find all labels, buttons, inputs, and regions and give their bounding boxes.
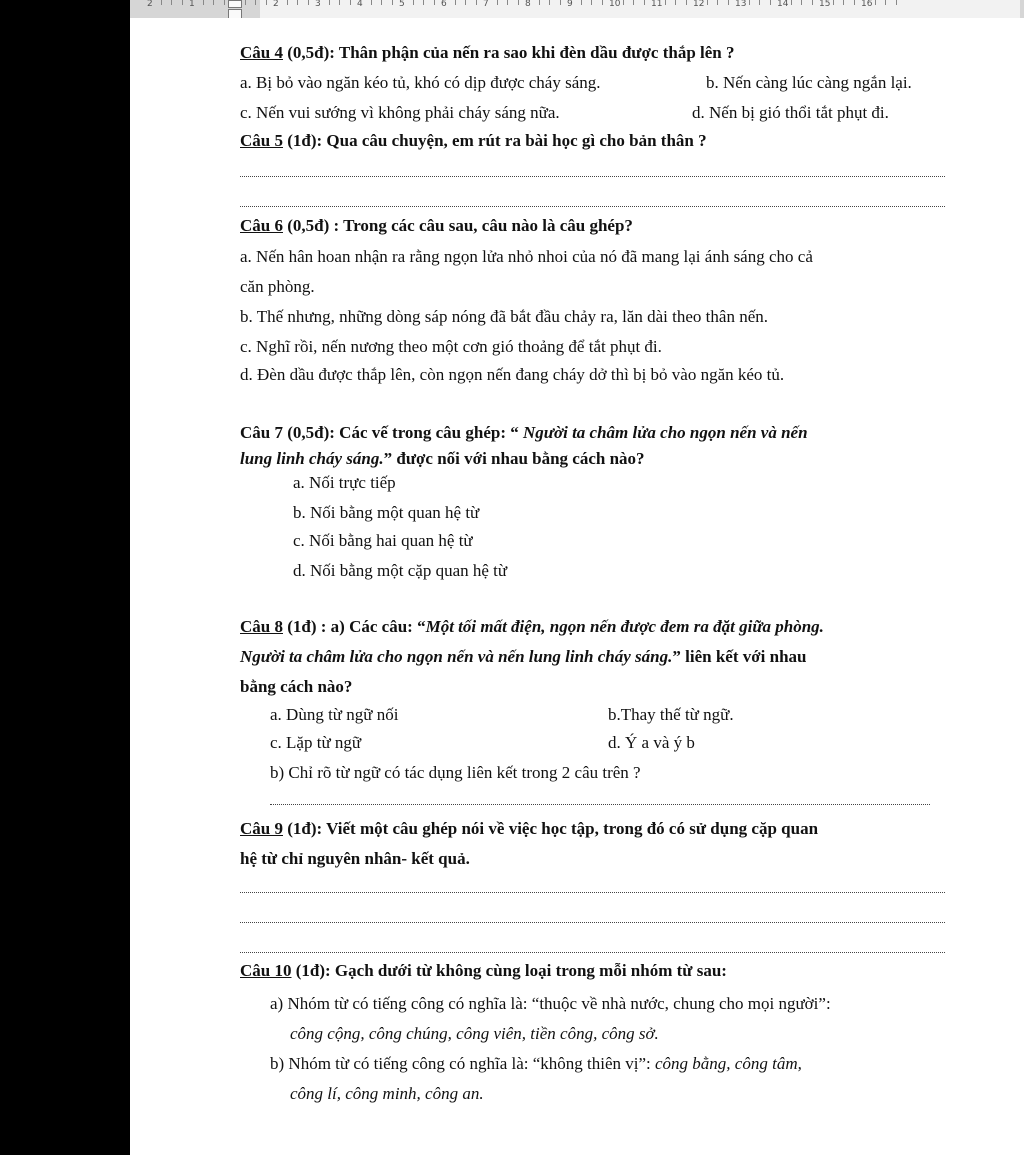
q6-option-b: b. Thế nhưng, những dòng sáp nóng đã bắt đầu chảy ra, lăn dài theo thân nến. — [240, 307, 768, 326]
ruler-tick — [885, 0, 886, 5]
q5-answer-line-2[interactable] — [240, 206, 945, 207]
ruler-number: 1 — [189, 0, 195, 9]
ruler-tick — [801, 0, 802, 5]
ruler-tick — [182, 0, 183, 5]
ruler-number: 5 — [399, 0, 405, 9]
q10-part-a-words: công cộng, công chúng, công viên, tiền công, công sở. — [290, 1024, 659, 1043]
ruler-number: 16 — [861, 0, 873, 9]
ruler-tick — [392, 0, 393, 5]
ruler-tick — [255, 0, 256, 5]
ruler-tick — [633, 0, 634, 5]
ruler-tick — [171, 0, 172, 5]
q7-heading-line1: Câu 7 (0,5đ): Các vế trong câu ghép: “ Người ta châm lửa cho ngọn nến và nến — [240, 423, 808, 442]
q7-option-d: d. Nối bằng một cặp quan hệ từ — [293, 561, 508, 580]
q9-answer-line-2[interactable] — [240, 922, 945, 923]
q8-option-a: a. Dùng từ ngữ nối — [270, 705, 399, 724]
ruler-tick — [245, 0, 246, 5]
q8-heading-line1: Câu 8 (1đ) : a) Các câu: “Một tối mất điện, ngọn nến được đem ra đặt giữa phòng. — [240, 617, 824, 636]
q4-heading: Câu 4 (0,5đ): Thân phận của nến ra sao khi đèn dầu được thắp lên ? — [240, 43, 735, 62]
q7-option-b: b. Nối bằng một quan hệ từ — [293, 503, 480, 522]
q8-heading-line3: bằng cách nào? — [240, 677, 353, 696]
ruler-number: 9 — [567, 0, 573, 9]
ruler-tick — [213, 0, 214, 5]
ruler-tick — [497, 0, 498, 5]
q7-option-a: a. Nối trực tiếp — [293, 473, 396, 492]
ruler-tick — [539, 0, 540, 5]
ruler-tick — [644, 0, 645, 5]
q8-answer-line[interactable] — [270, 804, 930, 805]
ruler-tick — [423, 0, 424, 5]
q8-option-c: c. Lặp từ ngữ — [270, 733, 362, 752]
ruler-tick — [434, 0, 435, 5]
ruler-tick — [308, 0, 309, 5]
ruler-tick — [287, 0, 288, 5]
indent-marker-handle[interactable] — [228, 0, 242, 18]
ruler-tick — [339, 0, 340, 5]
ruler-tick — [371, 0, 372, 5]
ruler-number: 2 — [147, 0, 153, 9]
q4-option-b: b. Nến càng lúc càng ngắn lại. — [706, 73, 912, 92]
ruler-tick — [854, 0, 855, 5]
ruler-tick — [728, 0, 729, 5]
ruler-tick — [560, 0, 561, 5]
horizontal-ruler — [130, 0, 1024, 18]
ruler-tick — [507, 0, 508, 5]
ruler-number: 8 — [525, 0, 531, 9]
ruler-tick — [602, 0, 603, 5]
q5-heading: Câu 5 (1đ): Qua câu chuyện, em rút ra bài học gì cho bản thân ? — [240, 131, 707, 150]
ruler-number: 4 — [357, 0, 363, 9]
q4-option-a: a. Bị bỏ vào ngăn kéo tủ, khó có dịp được cháy sáng. — [240, 73, 601, 92]
ruler-tick — [203, 0, 204, 5]
ruler-tick — [329, 0, 330, 5]
q5-answer-line-1[interactable] — [240, 176, 945, 177]
ruler-number: 3 — [315, 0, 321, 9]
ruler-number: 7 — [483, 0, 489, 9]
ruler-number: 13 — [735, 0, 747, 9]
ruler-number: 11 — [651, 0, 663, 9]
q8-heading-line2: Người ta châm lửa cho ngọn nến và nến lung linh cháy sáng.” liên kết với nhau — [240, 647, 807, 666]
ruler-tick — [350, 0, 351, 5]
q7-option-c: c. Nối bằng hai quan hệ từ — [293, 531, 473, 550]
ruler-tick — [875, 0, 876, 5]
ruler-tick — [297, 0, 298, 5]
q10-part-b-words: công lí, công minh, công an. — [290, 1084, 484, 1103]
ruler-number: 10 — [609, 0, 621, 9]
ruler-tick — [413, 0, 414, 5]
q8-option-b: b.Thay thế từ ngữ. — [608, 705, 734, 724]
q9-answer-line-3[interactable] — [240, 952, 945, 953]
q6-heading: Câu 6 (0,5đ) : Trong các câu sau, câu nào là câu ghép? — [240, 216, 633, 235]
ruler-tick — [665, 0, 666, 5]
ruler-tick — [759, 0, 760, 5]
document-page — [130, 18, 1024, 1155]
ruler-tick — [591, 0, 592, 5]
ruler-tick — [161, 0, 162, 5]
ruler-tick — [266, 0, 267, 5]
q4-option-d: d. Nến bị gió thổi tắt phụt đi. — [692, 103, 889, 122]
ruler-tick — [455, 0, 456, 5]
ruler-tick — [707, 0, 708, 5]
q7-heading-line2: lung linh cháy sáng.” được nối với nhau bằng cách nào? — [240, 449, 645, 468]
ruler-tick — [717, 0, 718, 5]
q6-option-a-line1: a. Nến hân hoan nhận ra rằng ngọn lửa nhỏ nhoi của nó đã mang lại ánh sáng cho cả — [240, 247, 813, 266]
ruler-number: 15 — [819, 0, 831, 9]
q6-option-d: d. Đèn dầu được thắp lên, còn ngọn nến đang cháy dở thì bị bỏ vào ngăn kéo tủ. — [240, 365, 785, 384]
q8-option-d: d. Ý a và ý b — [608, 733, 695, 752]
q4-option-c: c. Nến vui sướng vì không phải cháy sáng nữa. — [240, 103, 560, 122]
ruler-tick — [675, 0, 676, 5]
ruler-tick — [749, 0, 750, 5]
q8-part-b: b) Chỉ rõ từ ngữ có tác dụng liên kết trong 2 câu trên ? — [270, 763, 641, 782]
q6-option-a-line2: căn phòng. — [240, 277, 315, 296]
ruler-tick — [518, 0, 519, 5]
ruler-tick — [549, 0, 550, 5]
q10-part-a-intro: a) Nhóm từ có tiếng công có nghĩa là: “thuộc về nhà nước, chung cho mọi người”: — [270, 994, 831, 1013]
q9-heading-line1: Câu 9 (1đ): Viết một câu ghép nói về việc học tập, trong đó có sử dụng cặp quan — [240, 819, 819, 838]
ruler-number: 12 — [693, 0, 705, 9]
ruler-text-area — [260, 0, 1020, 18]
ruler-tick — [224, 0, 225, 5]
ruler-tick — [791, 0, 792, 5]
ruler-tick — [812, 0, 813, 5]
ruler-tick — [686, 0, 687, 5]
ruler-tick — [896, 0, 897, 5]
ruler-tick — [581, 0, 582, 5]
q6-option-c: c. Nghĩ rồi, nến nương theo một cơn gió thoảng để tắt phụt đi. — [240, 337, 662, 356]
ruler-tick — [833, 0, 834, 5]
ruler-number: 14 — [777, 0, 789, 9]
ruler-tick — [623, 0, 624, 5]
ruler-tick — [843, 0, 844, 5]
q9-answer-line-1[interactable] — [240, 892, 945, 893]
ruler-tick — [476, 0, 477, 5]
ruler-number: 2 — [273, 0, 279, 9]
ruler-tick — [770, 0, 771, 5]
ruler-number: 6 — [441, 0, 447, 9]
ruler-tick — [381, 0, 382, 5]
q9-heading-line2: hệ từ chỉ nguyên nhân- kết quả. — [240, 849, 470, 868]
q10-heading: Câu 10 (1đ): Gạch dưới từ không cùng loại trong mỗi nhóm từ sau: — [240, 961, 727, 980]
q10-part-b-line1: b) Nhóm từ có tiếng công có nghĩa là: “không thiên vị”: công bằng, công tâm, — [270, 1054, 802, 1073]
ruler-tick — [465, 0, 466, 5]
